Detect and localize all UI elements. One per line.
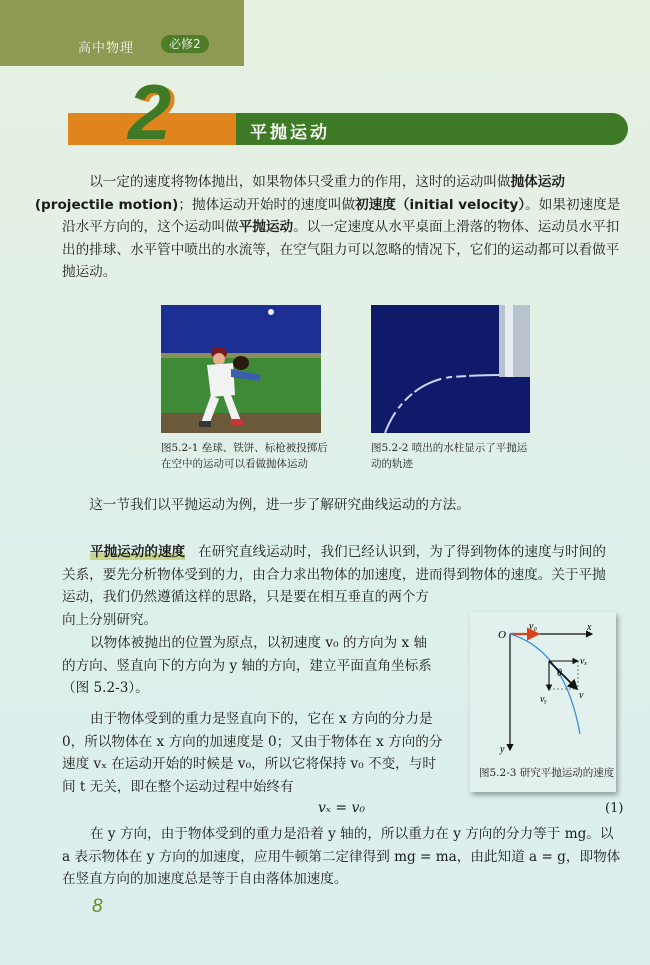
text-line: 在研究直线运动时，我们已经认识到，为了得到物体的速度与时间的	[198, 544, 606, 560]
chapter-title: 平抛运动	[250, 123, 330, 143]
term-initial-velocity: 初速度	[355, 196, 396, 213]
intro-text: 。如果初速度是沿水平方向的，这个运动叫做	[62, 196, 621, 236]
intro-text: 以一定的速度将物体抛出，如果物体只受重力的作用，这时的运动叫做	[89, 174, 511, 190]
figure-1-caption	[161, 440, 328, 472]
text-line: a 表示物体在 y 方向的加速度，应用牛顿第二定律得到 mg = ma，由此知道 a = g，即物体	[62, 848, 621, 865]
section-paragraph-2	[62, 632, 462, 700]
text-line: 以物体被抛出的位置为原点，以初速度 v₀ 的方向为 x 轴	[90, 635, 428, 651]
header-band	[0, 0, 244, 66]
volume-badge: 必修2	[161, 35, 209, 53]
section-paragraph-3	[62, 708, 462, 798]
text-line: 0，所以物体在 x 方向的加速度是 0；又由于物体在 x 方向的分	[62, 733, 443, 750]
caption-line: 图5.2-1 垒球、铁饼、标枪被投掷后	[161, 442, 328, 454]
caption-line: 在空中的运动可以看做抛体运动	[161, 458, 308, 470]
caption-line: 图5.2-2 喷出的水柱显示了平抛运	[371, 442, 528, 454]
intro-paragraph	[34, 171, 628, 284]
text-line: 关系，要先分析物体受到的力，由合力求出物体的加速度，进而得到物体的速度。关于平抛	[62, 566, 606, 583]
equation-1: vₓ = v₀	[318, 800, 366, 816]
velocity-diagram	[470, 612, 616, 762]
chapter-number: 2	[128, 68, 172, 156]
caption-line: 动的轨迹	[371, 458, 413, 470]
text-line: 速度 vₓ 在运动开始的时候是 v₀，所以它将保持 v₀ 不变，与时	[62, 756, 436, 773]
intro-text: ；抛体运动开始时的速度叫做	[178, 196, 356, 213]
v-label: v	[579, 690, 584, 701]
baseball-photo	[161, 305, 321, 433]
v0-label: v₀	[529, 621, 537, 632]
text-line: 在 y 方向，由于物体受到的重力是沿着 y 轴的，所以重力在 y 方向的分力等于 mg。以	[90, 826, 614, 842]
book-title: 高中物理	[78, 41, 135, 56]
intro-text: 。以一定速度从水平桌面上滑落的物体、运动员水平扣出的排球、水平管中喷出的水流等，在空气阻力可以忽略的情况下，它们的运动都可以看做平抛运动。	[62, 219, 620, 281]
term-horizontal-projectile: 平抛运动	[238, 219, 294, 236]
text-line: 的方向、竖直向下的方向为 y 轴的方向，建立平面直角坐标系	[62, 657, 432, 674]
vx-label: vₓ	[580, 656, 588, 667]
text-line: 在竖直方向的加速度总是等于自由落体加速度。	[62, 871, 348, 888]
text-line: 间 t 无关，即在整个运动过程中始终有	[62, 778, 294, 795]
text-line: 运动，我们仍然遵循这样的思路，只是要在相互垂直的两个方	[62, 589, 430, 606]
figure-2-caption	[371, 440, 527, 472]
text-line: 由于物体受到的重力是竖直向下的，它在 x 方向的分力是	[90, 711, 433, 727]
theta-label: θ	[557, 668, 562, 679]
vy-label: vᵧ	[540, 694, 547, 705]
section-heading: 平抛运动的速度	[90, 544, 186, 560]
section-paragraph-4	[62, 823, 628, 891]
water-stream-photo	[371, 305, 530, 433]
term-projectile-motion-en: (projectile motion)	[34, 196, 179, 213]
page-number: 8	[92, 896, 103, 917]
figure-3-caption: 图5.2-3 研究平抛运动的速度	[479, 767, 615, 779]
section-intro: 这一节我们以平抛运动为例，进一步了解研究曲线运动的方法。	[89, 497, 470, 513]
text-line: 向上分别研究。	[62, 611, 158, 628]
velocity-diagram-box	[470, 612, 616, 792]
text-line: （图 5.2-3）。	[62, 680, 149, 697]
y-axis-label: y	[500, 744, 505, 755]
equation-1-number: (1)	[605, 801, 624, 816]
x-axis-label: x	[587, 622, 592, 633]
origin-label: O	[498, 629, 506, 641]
term-initial-velocity-en: （initial velocity）	[395, 196, 526, 213]
term-projectile-motion: 抛体运动	[510, 174, 565, 190]
